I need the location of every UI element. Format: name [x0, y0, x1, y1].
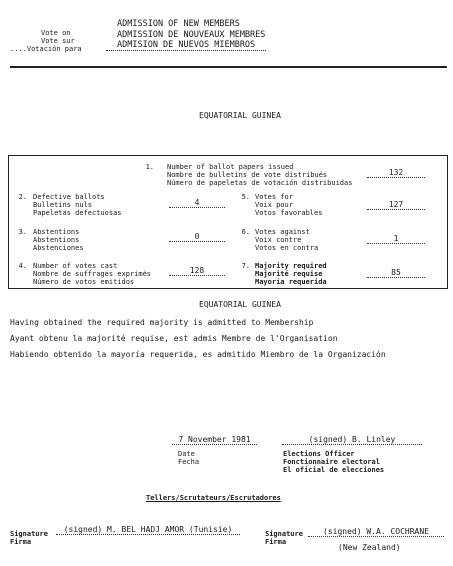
vote-on-label: Vote on [41, 29, 71, 37]
item-6-labels: Votes against Voix contre Votos en contra [255, 228, 319, 252]
country-heading: EQUATORIAL GUINEA [199, 111, 281, 120]
result-line-es: Habiendo obtenido la mayoría requerida, es admitido Miembro de la Organización [10, 350, 386, 359]
item-2-value: 4 [169, 198, 225, 208]
item-1-number: 1. [145, 163, 154, 171]
item-2-number: 2. [18, 193, 27, 201]
item-2-labels: Defective ballots Bulletins nuls Papeletas defectuosas [33, 193, 122, 217]
item-7-number: 7. [241, 262, 250, 270]
result-line-en: Having obtained the required majority is admitted to Membership [10, 318, 314, 327]
title-fr: ADMISSION DE NOUVEAUX MEMBRES [117, 30, 266, 40]
item-4-number: 4. [18, 262, 27, 270]
item-3-value: 0 [169, 232, 225, 242]
teller-left-labels: Signature Firma [10, 530, 48, 546]
teller-right-signature: (signed) W.A. COCHRANE [308, 527, 444, 537]
votacion-para-label: ....Votación para [10, 45, 82, 53]
item-3-number: 3. [18, 228, 27, 236]
item-5-number: 5. [241, 193, 250, 201]
item-3-labels: Abstentions Abstentions Abstenciones [33, 228, 84, 252]
date-labels: Date Fecha [178, 450, 200, 466]
item-4-value: 128 [169, 266, 225, 276]
result-line-fr: Ayant obtenu la majorité requise, est admis Membre de l'Organisation [10, 334, 338, 343]
tellers-heading: Tellers/Scrutateurs/Escrutadores [146, 494, 281, 502]
item-6-value: 1 [367, 234, 425, 244]
item-6-number: 6. [241, 228, 250, 236]
result-country-heading: EQUATORIAL GUINEA [199, 300, 281, 309]
item-1-value: 132 [367, 168, 425, 178]
teller-right-country: (New Zealand) [338, 543, 401, 552]
officer-labels: Elections Officer Fonctionnaire electoral El oficial de elecciones [283, 450, 385, 474]
item-7-labels: Majority required Majorité requise Mayoría requerida [255, 262, 327, 286]
title-en: ADMISSION OF NEW MEMBERS [117, 19, 240, 29]
item-5-value: 127 [367, 200, 425, 210]
leader-dots: .... [10, 45, 27, 53]
officer-signature: (signed) B. Linley [282, 435, 422, 445]
date-value: 7 November 1981 [172, 435, 257, 445]
vote-sur-label: Vote sur [41, 37, 75, 45]
header-divider [10, 66, 447, 68]
item-7-value: 85 [367, 268, 425, 278]
teller-left-signature: (signed) M. BEL HADJ AMOR (Tunisie) [56, 525, 240, 535]
teller-right-labels: Signature Firma [265, 530, 303, 546]
item-1-labels: Number of ballot papers issued Nombre de bulletins de vote distribués Número de papeletas de votación distribuidas [167, 163, 353, 187]
title-es: ADMISION DE NUEVOS MIEMBROS [106, 40, 266, 51]
item-4-labels: Number of votes cast Nombre de suffrages exprimés Número de votos emitidos [33, 262, 152, 286]
item-5-labels: Votes for Voix pour Votos favorables [255, 193, 323, 217]
ballot-results-box [8, 155, 448, 289]
